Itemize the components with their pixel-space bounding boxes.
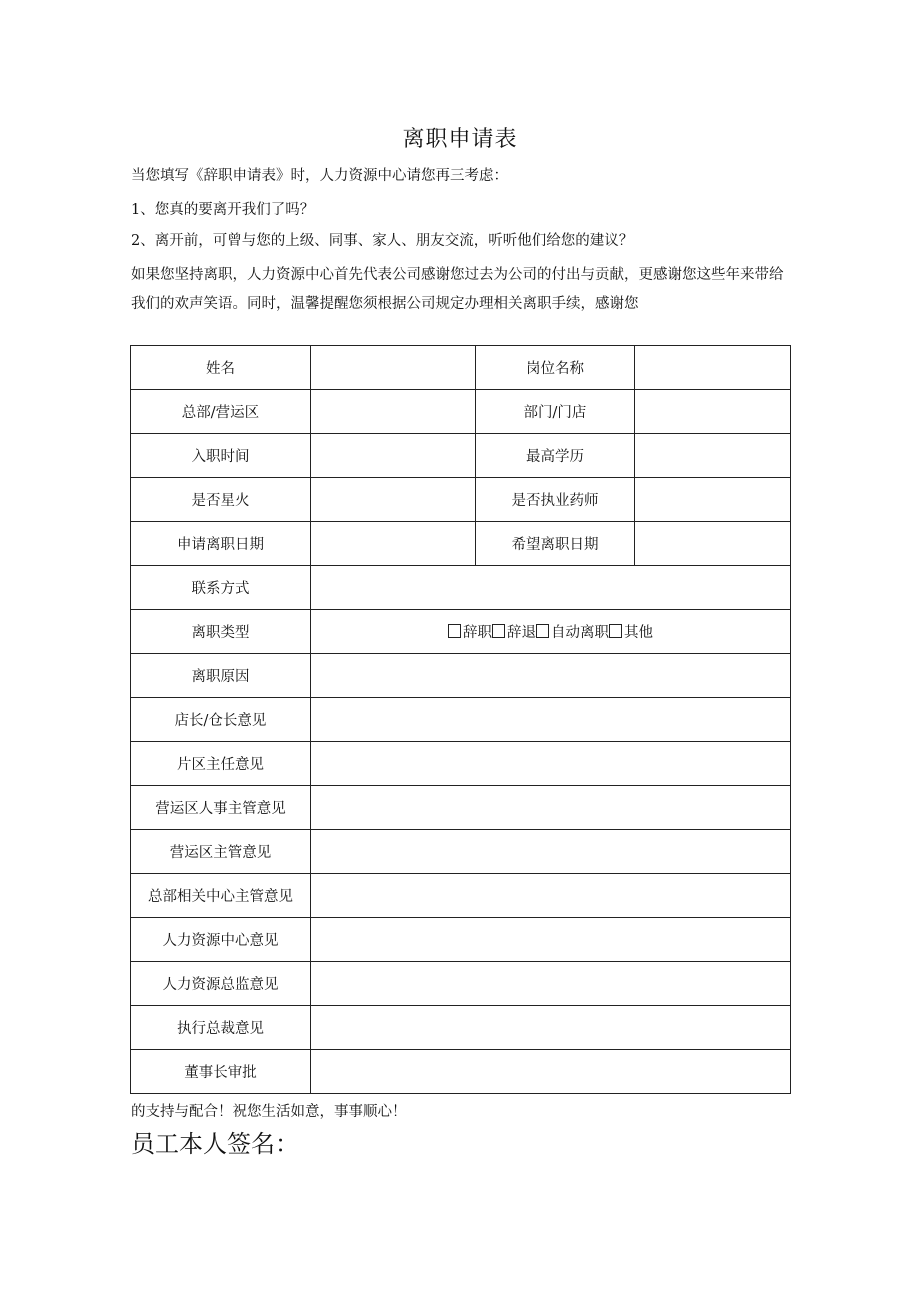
reason-label: 离职原因 <box>131 654 311 698</box>
desired-date-label: 希望离职日期 <box>476 522 635 566</box>
reason-field[interactable] <box>311 654 791 698</box>
opinion-chairman-field[interactable] <box>311 1050 791 1094</box>
option-dismiss-label: 辞退 <box>507 625 536 641</box>
position-field[interactable] <box>635 346 791 390</box>
table-row <box>131 434 791 478</box>
resignation-form-table <box>130 345 791 1094</box>
table-row <box>131 918 791 962</box>
hire-date-field[interactable] <box>311 434 476 478</box>
opinion-store-manager-field[interactable] <box>311 698 791 742</box>
opinion-region-hr-field[interactable] <box>311 786 791 830</box>
table-row <box>131 786 791 830</box>
table-row <box>131 874 791 918</box>
opinion-hr-director-label: 人力资源总监意见 <box>131 962 311 1006</box>
contact-label: 联系方式 <box>131 566 311 610</box>
table-row <box>131 346 791 390</box>
table-row <box>131 522 791 566</box>
opinion-store-manager-label: 店长/仓长意见 <box>131 698 311 742</box>
opinion-hr-center-field[interactable] <box>311 918 791 962</box>
hq-region-field[interactable] <box>311 390 476 434</box>
spark-field[interactable] <box>311 478 476 522</box>
opinion-region-hr-label: 营运区人事主管意见 <box>131 786 311 830</box>
opinion-chairman-label: 董事长审批 <box>131 1050 311 1094</box>
checkbox-auto-leave[interactable] <box>536 624 549 638</box>
opinion-hq-center-label: 总部相关中心主管意见 <box>131 874 311 918</box>
table-row <box>131 830 791 874</box>
dept-store-label: 部门/门店 <box>476 390 635 434</box>
table-row <box>131 390 791 434</box>
spark-label: 是否星火 <box>131 478 311 522</box>
question-1: 1、您真的要离开我们了吗？ <box>131 202 315 218</box>
checkbox-other[interactable] <box>609 624 622 638</box>
dept-store-field[interactable] <box>635 390 791 434</box>
opinion-area-director-field[interactable] <box>311 742 791 786</box>
intro-text: 当您填写《辞职申请表》时，人力资源中心请您再三考虑： <box>131 168 508 184</box>
opinion-area-director-label: 片区主任意见 <box>131 742 311 786</box>
name-field[interactable] <box>311 346 476 390</box>
opinion-hr-center-label: 人力资源中心意见 <box>131 918 311 962</box>
pharmacist-label: 是否执业药师 <box>476 478 635 522</box>
question-2: 2、离开前，可曾与您的上级、同事、家人、朋友交流，听听他们给您的建议？ <box>131 233 634 249</box>
apply-date-field[interactable] <box>311 522 476 566</box>
table-row <box>131 1050 791 1094</box>
name-label: 姓名 <box>131 346 311 390</box>
type-options <box>311 610 791 654</box>
table-row <box>131 1006 791 1050</box>
option-auto-leave-label: 自动离职 <box>551 625 609 641</box>
opinion-hr-director-field[interactable] <box>311 962 791 1006</box>
table-row <box>131 610 791 654</box>
table-row <box>131 962 791 1006</box>
checkbox-dismiss[interactable] <box>492 624 505 638</box>
apply-date-label: 申请离职日期 <box>131 522 311 566</box>
type-label: 离职类型 <box>131 610 311 654</box>
table-row <box>131 566 791 610</box>
signature-label: 员工本人签名： <box>131 1130 299 1158</box>
education-field[interactable] <box>635 434 791 478</box>
checkbox-resign[interactable] <box>448 624 461 638</box>
contact-field[interactable] <box>311 566 791 610</box>
persist-text: 如果您坚持离职，人力资源中心首先代表公司感谢您过去为公司的付出与贡献，更感谢您这些年来带给我们的欢声笑语。同时，温馨提醒您须根据公司规定办理相关离职手续，感谢您 <box>131 267 784 312</box>
desired-date-field[interactable] <box>635 522 791 566</box>
opinion-region-supervisor-field[interactable] <box>311 830 791 874</box>
closing-text: 的支持与配合！祝您生活如意，事事顺心！ <box>131 1104 407 1120</box>
option-resign-label: 辞职 <box>463 625 492 641</box>
pharmacist-field[interactable] <box>635 478 791 522</box>
table-row <box>131 742 791 786</box>
opinion-region-supervisor-label: 营运区主管意见 <box>131 830 311 874</box>
hire-date-label: 入职时间 <box>131 434 311 478</box>
table-row <box>131 654 791 698</box>
table-row <box>131 698 791 742</box>
position-label: 岗位名称 <box>476 346 635 390</box>
opinion-executive-president-field[interactable] <box>311 1006 791 1050</box>
option-other-label: 其他 <box>624 625 653 641</box>
education-label: 最高学历 <box>476 434 635 478</box>
opinion-executive-president-label: 执行总裁意见 <box>131 1006 311 1050</box>
page-title: 离职申请表 <box>402 127 518 152</box>
table-row <box>131 478 791 522</box>
opinion-hq-center-field[interactable] <box>311 874 791 918</box>
hq-region-label: 总部/营运区 <box>131 390 311 434</box>
